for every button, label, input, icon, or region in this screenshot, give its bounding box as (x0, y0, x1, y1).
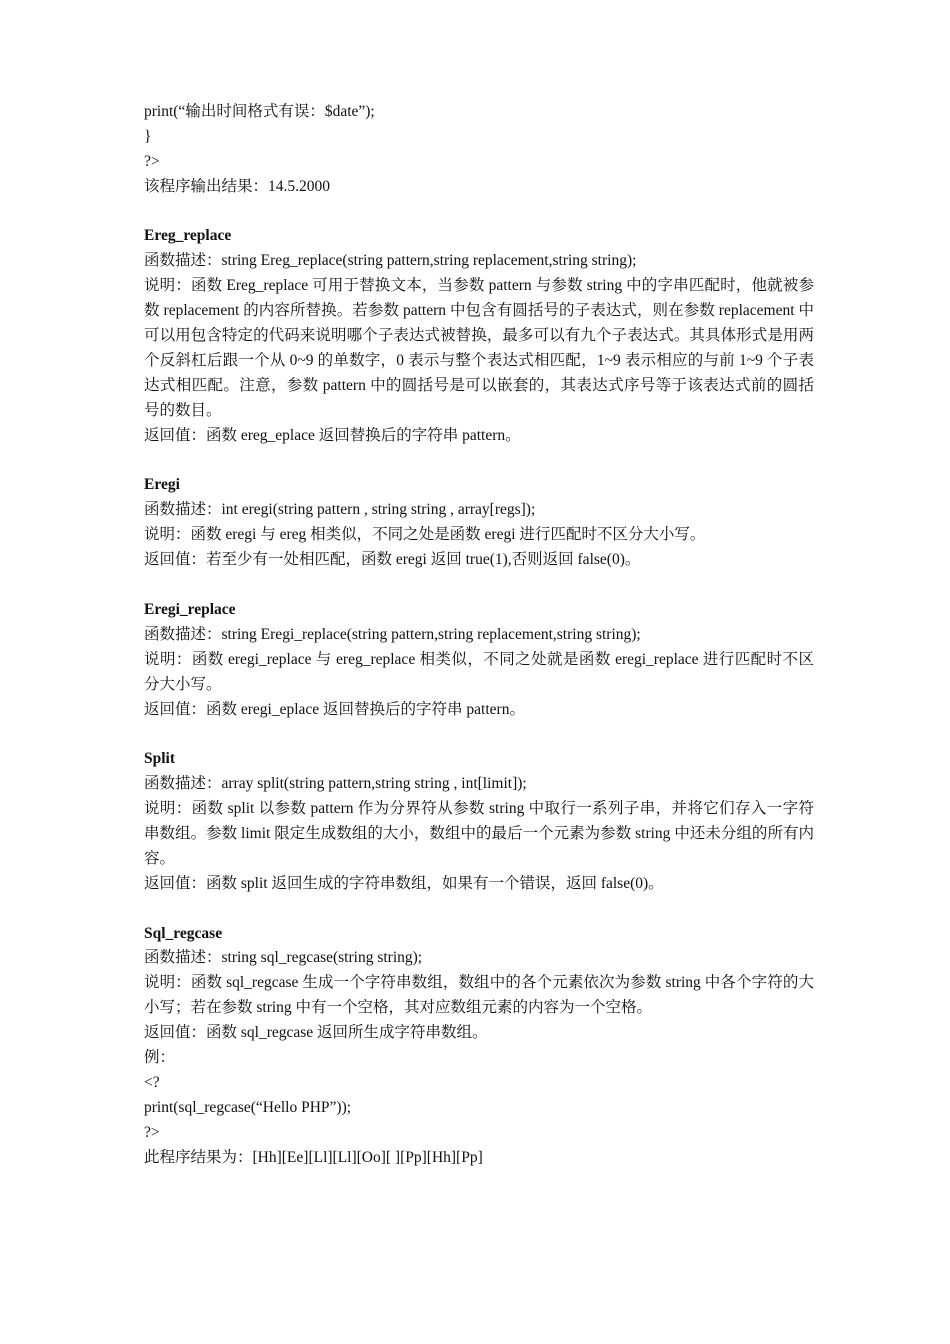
function-explanation: 说明：函数 Ereg_replace 可用于替换文本，当参数 pattern 与参数 string 中的字串匹配时，他就被参数 replacement 的内容所替换。若参数 pattern 中包含有圆括号的子表达式，则在参数 replacement 中可以用包含特定的代码来说明哪个子表达式被替换，最多可以有九个子表达式。其具体形式是用两个反斜杠后跟一个从 0~9 的单数字，0 表示与整个表达式相匹配，1~9 表示相应的与前 1~9 个子表达式相匹配。注意，参数 pattern 中的圆括号是可以嵌套的，其表达式序号等于该表达式前的圆括号的数目。 (144, 277, 814, 419)
function-description: 函数描述：int eregi(string pattern , string string , array[regs]); (144, 501, 536, 519)
spacer (144, 897, 814, 922)
code-line: print(sql_regcase(“Hello PHP”)); (144, 1098, 352, 1116)
code-line: ?> (144, 152, 160, 170)
code-line: ?> (144, 1123, 160, 1141)
section-title-eregi: Eregi (144, 476, 180, 494)
function-description: 函数描述：string Ereg_replace(string pattern,string replacement,string string); (144, 252, 637, 270)
section-title-eregi-replace: Eregi_replace (144, 600, 236, 618)
spacer (144, 722, 814, 747)
section-title-sql-regcase: Sql_regcase (144, 924, 223, 942)
function-description: 函数描述：string sql_regcase(string string); (144, 949, 423, 967)
function-return: 返回值：函数 eregi_eplace 返回替换后的字符串 pattern。 (144, 700, 525, 718)
code-line: <? (144, 1073, 160, 1091)
output-line: 此程序结果为：[Hh][Ee][Ll][Ll][Oo][ ][Pp][Hh][Pp] (144, 1148, 483, 1166)
section-title-ereg-replace: Ereg_replace (144, 227, 232, 245)
document-body (144, 100, 814, 1171)
code-line: } (144, 127, 152, 145)
function-return: 返回值：函数 sql_regcase 返回所生成字符串数组。 (144, 1024, 488, 1042)
spacer (144, 200, 814, 225)
example-label: 例： (144, 1049, 176, 1067)
function-description: 函数描述：string Eregi_replace(string pattern,string replacement,string string); (144, 625, 641, 643)
function-explanation: 说明：函数 sql_regcase 生成一个字符串数组，数组中的各个元素依次为参数 string 中各个字符的大小写；若在参数 string 中有一个空格，其对应数组元素的内容为一个空格。 (144, 974, 814, 1017)
output-line: 该程序输出结果：14.5.2000 (144, 177, 331, 195)
function-return: 返回值：函数 split 返回生成的字符串数组，如果有一个错误，返回 false(0)。 (144, 874, 664, 892)
code-line: print(“输出时间格式有误：$date”); (144, 103, 375, 120)
function-explanation: 说明：函数 eregi 与 ereg 相类似，不同之处是函数 eregi 进行匹配时不区分大小写。 (144, 526, 706, 544)
function-explanation: 说明：函数 split 以参数 pattern 作为分界符从参数 string 中取行一系列子串，并将它们存入一字符串数组。参数 limit 限定生成数组的大小，数组中的最后一个元素为参数 string 中还未分组的所有内容。 (144, 800, 814, 867)
function-return: 返回值：若至少有一处相匹配，函数 eregi 返回 true(1),否则返回 false(0)。 (144, 551, 641, 569)
function-explanation: 说明：函数 eregi_replace 与 ereg_replace 相类似，不同之处就是函数 eregi_replace 进行匹配时不区分大小写。 (144, 650, 814, 693)
spacer (144, 573, 814, 598)
function-description: 函数描述：array split(string pattern,string string , int[limit]); (144, 775, 527, 793)
spacer (144, 449, 814, 474)
section-title-split: Split (144, 750, 176, 768)
function-return: 返回值：函数 ereg_eplace 返回替换后的字符串 pattern。 (144, 426, 521, 444)
